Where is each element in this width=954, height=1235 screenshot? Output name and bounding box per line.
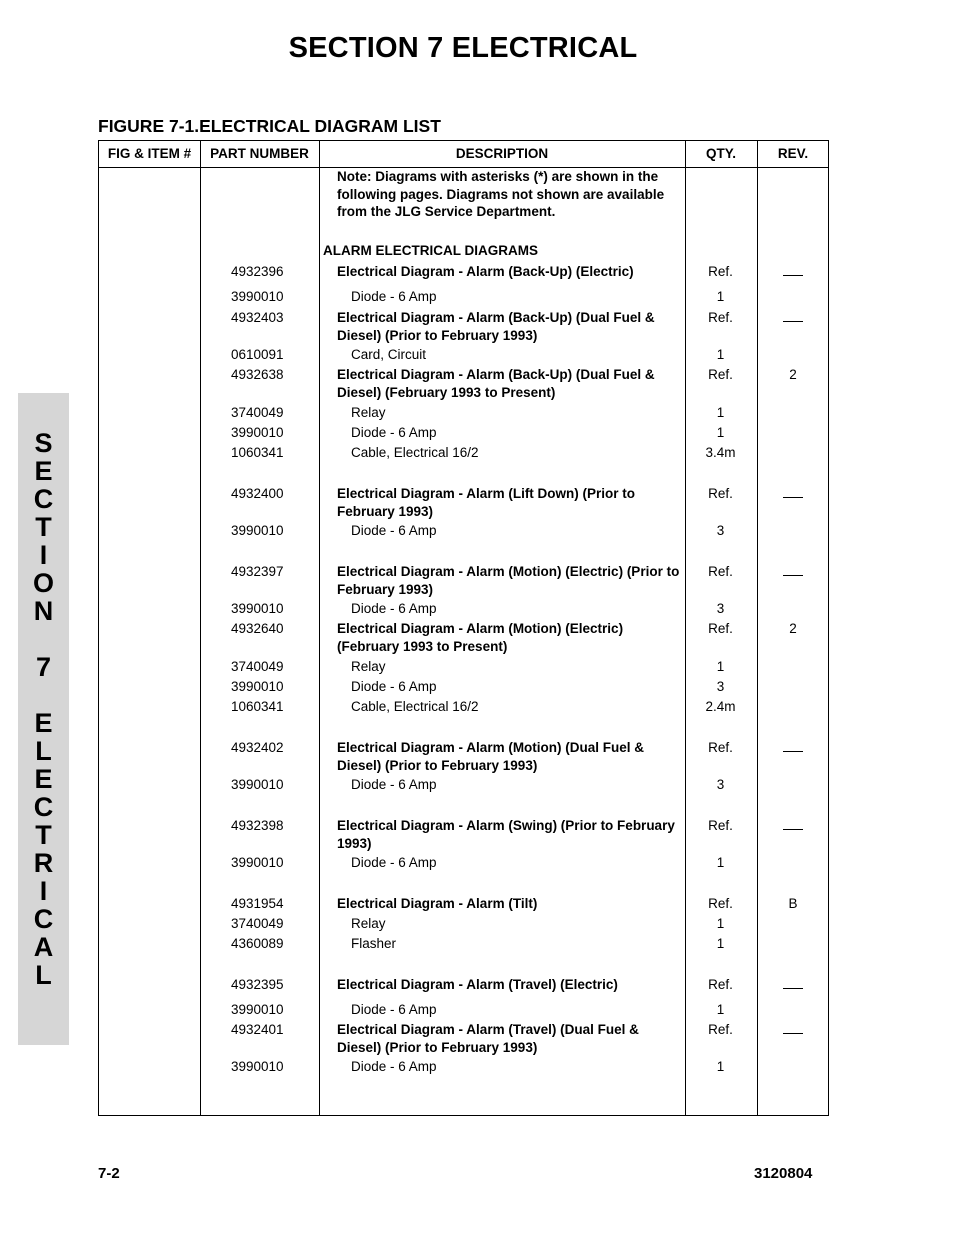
part-number-cell: 0610091 bbox=[231, 347, 284, 362]
group-heading: ALARM ELECTRICAL DIAGRAMS bbox=[323, 243, 538, 258]
part-number-cell: 3990010 bbox=[231, 679, 284, 694]
part-number-cell: 4360089 bbox=[231, 936, 284, 951]
header-rev: REV. bbox=[777, 146, 809, 161]
side-tab-letter: L bbox=[35, 960, 52, 990]
description-cell: Electrical Diagram - Alarm (Back-Up) (Electric) bbox=[337, 264, 634, 279]
qty-cell: 3 bbox=[716, 523, 725, 538]
qty-cell: Ref. bbox=[708, 264, 733, 279]
rev-dash bbox=[783, 275, 803, 276]
part-number-cell: 4932395 bbox=[231, 977, 284, 992]
side-tab-letter: N bbox=[33, 596, 54, 626]
rev-dash bbox=[783, 988, 803, 989]
part-number-cell: 4931954 bbox=[231, 896, 284, 911]
side-tab-letter: L bbox=[35, 736, 52, 766]
header-description: DESCRIPTION bbox=[455, 146, 549, 161]
qty-cell: 3 bbox=[716, 777, 725, 792]
qty-cell: 1 bbox=[716, 347, 725, 362]
qty-cell: 1 bbox=[716, 425, 725, 440]
qty-cell: 1 bbox=[716, 1002, 725, 1017]
rev-dash bbox=[783, 321, 803, 322]
description-cell: Electrical Diagram - Alarm (Motion) (Electric) (Prior to February 1993) bbox=[337, 564, 680, 597]
part-number-cell: 4932402 bbox=[231, 740, 284, 755]
side-tab-letter: O bbox=[32, 568, 54, 598]
side-tab-letter: 7 bbox=[35, 652, 52, 682]
qty-cell: 3.4m bbox=[705, 445, 736, 460]
description-cell: Diode - 6 Amp bbox=[351, 523, 437, 538]
qty-cell: Ref. bbox=[708, 977, 733, 992]
description-cell: Diode - 6 Amp bbox=[351, 289, 437, 304]
table-note: Note: Diagrams with asterisks (*) are shown in the following pages. Diagrams not shown are available from the JLG Service Department. bbox=[337, 169, 665, 219]
qty-cell: 1 bbox=[716, 1059, 725, 1074]
side-tab-letter: R bbox=[33, 848, 54, 878]
description-cell: Relay bbox=[351, 916, 386, 931]
header-part-number: PART NUMBER bbox=[210, 146, 309, 161]
description-cell: Flasher bbox=[351, 936, 397, 951]
part-number-cell: 4932640 bbox=[231, 621, 284, 636]
side-tab-letter: S bbox=[34, 428, 53, 458]
figure-title: FIGURE 7-1.ELECTRICAL DIAGRAM LIST bbox=[98, 116, 441, 136]
description-cell: Electrical Diagram - Alarm (Swing) (Prior to February 1993) bbox=[337, 818, 675, 851]
description-cell: Diode - 6 Amp bbox=[351, 425, 437, 440]
qty-cell: 1 bbox=[716, 855, 725, 870]
qty-cell: Ref. bbox=[708, 1022, 733, 1037]
description-cell: Diode - 6 Amp bbox=[351, 1059, 437, 1074]
document-number: 3120804 bbox=[754, 1165, 813, 1182]
qty-cell: Ref. bbox=[708, 896, 733, 911]
side-tab-letter: I bbox=[39, 540, 48, 570]
qty-cell: 2.4m bbox=[705, 699, 736, 714]
part-number-cell: 3990010 bbox=[231, 1059, 284, 1074]
part-number-cell: 3740049 bbox=[231, 405, 284, 420]
part-number-cell: 4932396 bbox=[231, 264, 284, 279]
description-cell: Diode - 6 Amp bbox=[351, 855, 437, 870]
part-number-cell: 3740049 bbox=[231, 659, 284, 674]
page-number: 7-2 bbox=[98, 1165, 120, 1182]
header-fig-item: FIG & ITEM # bbox=[107, 146, 192, 161]
part-number-cell: 3990010 bbox=[231, 425, 284, 440]
description-cell: Electrical Diagram - Alarm (Motion) (Dual Fuel & Diesel) (Prior to February 1993) bbox=[337, 740, 645, 773]
side-tab-letter: E bbox=[34, 456, 53, 486]
qty-cell: 3 bbox=[716, 601, 725, 616]
qty-cell: 1 bbox=[716, 936, 725, 951]
qty-cell: Ref. bbox=[708, 564, 733, 579]
description-cell: Electrical Diagram - Alarm (Back-Up) (Dual Fuel & Diesel) (February 1993 to Present) bbox=[337, 367, 655, 400]
column-divider bbox=[319, 141, 320, 1115]
part-number-cell: 3990010 bbox=[231, 855, 284, 870]
part-number-cell: 1060341 bbox=[231, 445, 284, 460]
side-tab-letter: E bbox=[34, 708, 53, 738]
description-cell: Diode - 6 Amp bbox=[351, 1002, 437, 1017]
description-cell: Relay bbox=[351, 659, 386, 674]
description-cell: Diode - 6 Amp bbox=[351, 679, 437, 694]
qty-cell: 1 bbox=[716, 289, 725, 304]
part-number-cell: 1060341 bbox=[231, 699, 284, 714]
side-tab-letter: C bbox=[33, 904, 54, 934]
part-number-cell: 3990010 bbox=[231, 1002, 284, 1017]
description-cell: Diode - 6 Amp bbox=[351, 601, 437, 616]
part-number-cell: 3990010 bbox=[231, 523, 284, 538]
qty-cell: Ref. bbox=[708, 621, 733, 636]
qty-cell: Ref. bbox=[708, 818, 733, 833]
rev-cell: B bbox=[788, 896, 798, 911]
column-divider bbox=[200, 141, 201, 1115]
side-tab-letter: T bbox=[35, 820, 52, 850]
section-title: SECTION 7 ELECTRICAL bbox=[288, 32, 638, 64]
rev-dash bbox=[783, 575, 803, 576]
qty-cell: Ref. bbox=[708, 486, 733, 501]
side-tab-letter: C bbox=[33, 484, 54, 514]
qty-cell: 1 bbox=[716, 659, 725, 674]
side-tab-letter: A bbox=[33, 932, 54, 962]
qty-cell: Ref. bbox=[708, 740, 733, 755]
qty-cell: 1 bbox=[716, 916, 725, 931]
part-number-cell: 3740049 bbox=[231, 916, 284, 931]
rev-dash bbox=[783, 1033, 803, 1034]
description-cell: Diode - 6 Amp bbox=[351, 777, 437, 792]
description-cell: Electrical Diagram - Alarm (Travel) (Electric) bbox=[337, 977, 618, 992]
qty-cell: 1 bbox=[716, 405, 725, 420]
part-number-cell: 4932401 bbox=[231, 1022, 284, 1037]
part-number-cell: 4932397 bbox=[231, 564, 284, 579]
description-cell: Electrical Diagram - Alarm (Travel) (Dual Fuel & Diesel) (Prior to February 1993) bbox=[337, 1022, 639, 1055]
qty-cell: Ref. bbox=[708, 367, 733, 382]
part-number-cell: 4932398 bbox=[231, 818, 284, 833]
description-cell: Electrical Diagram - Alarm (Back-Up) (Dual Fuel & Diesel) (Prior to February 1993) bbox=[337, 310, 655, 343]
rev-cell: 2 bbox=[789, 621, 797, 636]
description-cell: Electrical Diagram - Alarm (Lift Down) (Prior to February 1993) bbox=[337, 486, 636, 519]
part-number-cell: 4932403 bbox=[231, 310, 284, 325]
side-tab-letter: I bbox=[39, 876, 48, 906]
rev-dash bbox=[783, 751, 803, 752]
parts-table bbox=[98, 140, 829, 1116]
part-number-cell: 4932638 bbox=[231, 367, 284, 382]
description-cell: Electrical Diagram - Alarm (Motion) (Electric) (February 1993 to Present) bbox=[337, 621, 624, 654]
part-number-cell: 3990010 bbox=[231, 289, 284, 304]
description-cell: Cable, Electrical 16/2 bbox=[351, 699, 479, 714]
qty-cell: Ref. bbox=[708, 310, 733, 325]
part-number-cell: 3990010 bbox=[231, 601, 284, 616]
rev-dash bbox=[783, 829, 803, 830]
part-number-cell: 3990010 bbox=[231, 777, 284, 792]
part-number-cell: 4932400 bbox=[231, 486, 284, 501]
side-tab-letter: E bbox=[34, 764, 53, 794]
description-cell: Relay bbox=[351, 405, 386, 420]
description-cell: Electrical Diagram - Alarm (Tilt) bbox=[337, 896, 538, 911]
side-tab-letter: T bbox=[35, 512, 52, 542]
rev-dash bbox=[783, 497, 803, 498]
rev-cell: 2 bbox=[789, 367, 797, 382]
side-tab-letter: C bbox=[33, 792, 54, 822]
description-cell: Cable, Electrical 16/2 bbox=[351, 445, 479, 460]
description-cell: Card, Circuit bbox=[351, 347, 427, 362]
header-qty: QTY. bbox=[705, 146, 736, 161]
section-side-tab bbox=[18, 393, 69, 1045]
qty-cell: 3 bbox=[716, 679, 725, 694]
